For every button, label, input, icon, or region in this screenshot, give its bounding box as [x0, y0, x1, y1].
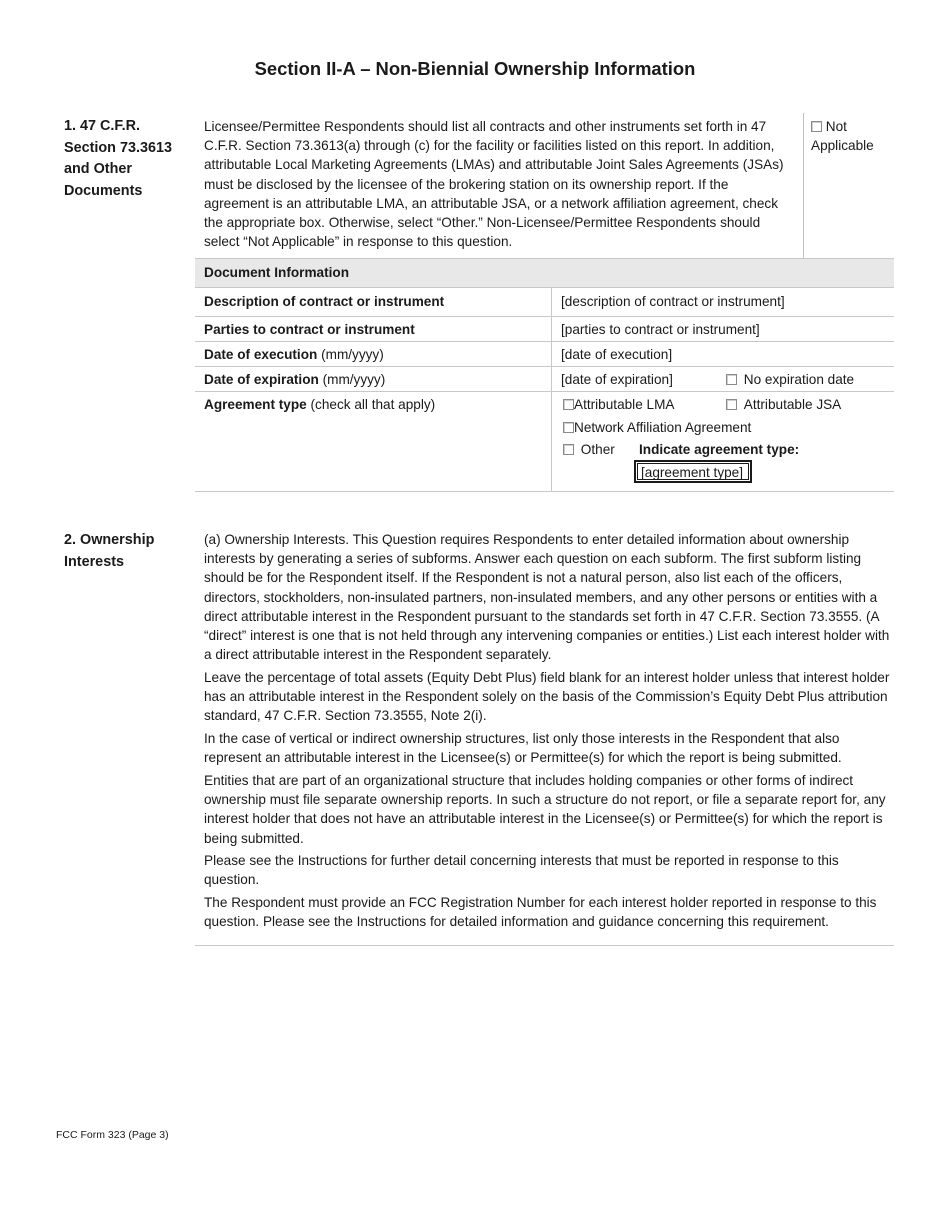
expiration-date-field[interactable]: [date of expiration] [561, 372, 673, 387]
attributable-lma-label: Attributable LMA [574, 397, 675, 412]
not-applicable-option[interactable] [811, 117, 891, 155]
option-attributable-jsa[interactable] [726, 395, 841, 414]
instruction-paragraph: Leave the percentage of total assets (Equity Debt Plus) field blank for an interest holder unless that interest holder has an attributable interest in the Respondent solely on the basis of the Commission’s Equity Debt Plus attribution standard, 47 C.F.R. Section 73.3555, Note 2(i). [204, 669, 890, 724]
table-row-divider [195, 391, 894, 392]
document-information-title: Document Information [204, 265, 349, 280]
indicate-agreement-type-label: Indicate agreement type: [639, 442, 800, 457]
parties-label: Parties to contract or instrument [204, 322, 415, 337]
table-row-divider [195, 366, 894, 367]
question-1-instructions: Licensee/Permittee Respondents should list all contracts and other instruments set forth in 47 C.F.R. Section 73.3613(a) through (c) for the facility or facilities listed on this report. In addition, attributable Local Marketing Agreements (LMAs) and attributable Joint Sales Agreements (JSAs) must be disclosed by the licensee of the brokering station on its ownership report. If the agreement is an attributable LMA, an attributable JSA, or a network affiliation agreement, check the appropriate box. Otherwise, select “Other.” Non-Licensee/Permittee Respondents should select “Not Applicable” in response to this question. [204, 119, 784, 250]
agreement-type-input[interactable] [634, 460, 752, 483]
instruction-paragraph: Entities that are part of an organizational structure that includes holding companies or other forms of indirect ownership must file separate ownership reports. In such a structure do not report, or file a separate report for, any interest holder that does not have an attributable interest in the Licensee(s) or Permittee(s) for which the report is being submitted. [204, 772, 886, 846]
document-information-header [195, 258, 894, 288]
agreement-type-label [204, 395, 544, 414]
column-divider [803, 113, 804, 258]
execution-date-field[interactable]: [date of execution] [561, 347, 673, 362]
instruction-paragraph: In the case of vertical or indirect ownership structures, list only those interests in the Respondent that also represent an attributable interest in the Licensee(s) or Permittee(s) for which the report is being submitted. [204, 731, 842, 766]
question-2-label-line: Interests [64, 553, 124, 570]
no-expiration-label: No expiration date [743, 372, 855, 387]
attributable-jsa-label: Attributable JSA [743, 397, 842, 412]
execution-date-label-text: Date of execution [204, 347, 318, 362]
not-applicable-checkbox[interactable] [811, 121, 822, 132]
page-title: Section II-A – Non-Biennial Ownership Information [254, 58, 696, 79]
agreement-type-value: [agreement type] [641, 465, 744, 480]
no-expiration-checkbox[interactable] [726, 374, 737, 385]
not-applicable-label: Not Applicable [811, 119, 874, 154]
other-label: Other [580, 442, 615, 457]
page-footer: FCC Form 323 (Page 3) [56, 1129, 169, 1141]
expiration-date-label-text: Date of expiration [204, 372, 319, 387]
table-row-divider [195, 341, 894, 342]
question-1-label-line: Documents [64, 182, 143, 199]
execution-date-label [204, 345, 544, 364]
execution-date-format-hint: (mm/yyyy) [317, 347, 384, 362]
question-2-instructions [204, 530, 890, 935]
option-network-affiliation[interactable] [563, 418, 751, 437]
option-attributable-lma[interactable] [563, 395, 675, 414]
instruction-paragraph: (a) Ownership Interests. This Question requires Respondents to enter detailed information about ownership interests by generating a series of subforms. Answer each question on each subform. The first subform listing should be for the Respondent itself. If the Respondent is not a natural person, also list each of the officers, directors, stockholders, non-insulated partners, non-insulated members, and any other persons or entities with a direct attributable interest in the Respondent pursuant to the standards set forth in 47 C.F.R. Section 73.3555. (A “direct” interest is one that is not held through any intervening companies or entities.) List each interest holder with a direct attributable interest in the Respondent separately. [204, 532, 890, 663]
agreement-type-hint: (check all that apply) [306, 397, 436, 412]
instruction-paragraph: Please see the Instructions for further detail concerning interests that must be reported in response to this question. [204, 853, 839, 888]
question-1-label-line: 1. 47 C.F.R. [64, 118, 140, 134]
attributable-jsa-checkbox[interactable] [726, 399, 737, 410]
question-2-label-line: 2. Ownership [64, 532, 155, 548]
question-2-label [64, 530, 189, 573]
question-1-label [64, 116, 189, 202]
question-2-bottom-border [195, 945, 894, 946]
table-bottom-border [195, 491, 894, 492]
table-column-divider [551, 288, 552, 491]
parties-field[interactable]: [parties to contract or instrument] [561, 322, 760, 337]
option-other[interactable] [563, 440, 615, 459]
expiration-date-label [204, 370, 544, 389]
description-field[interactable]: [description of contract or instrument] [561, 294, 785, 309]
network-affiliation-checkbox[interactable] [563, 422, 574, 433]
expiration-date-format-hint: (mm/yyyy) [318, 372, 386, 387]
description-label: Description of contract or instrument [204, 294, 445, 309]
question-1-label-line: and Other [64, 161, 132, 177]
no-expiration-option[interactable] [726, 370, 854, 389]
question-1-label-line: Section 73.3613 [64, 139, 172, 156]
other-checkbox[interactable] [563, 444, 574, 455]
attributable-lma-checkbox[interactable] [563, 399, 574, 410]
agreement-type-label-text: Agreement type [204, 397, 307, 412]
instruction-paragraph: The Respondent must provide an FCC Registration Number for each interest holder reported in response to this question. Please see the Instructions for detailed information and guidance concerning this requirement. [204, 895, 877, 930]
network-affiliation-label: Network Affiliation Agreement [574, 420, 752, 435]
table-row-divider [195, 316, 894, 317]
